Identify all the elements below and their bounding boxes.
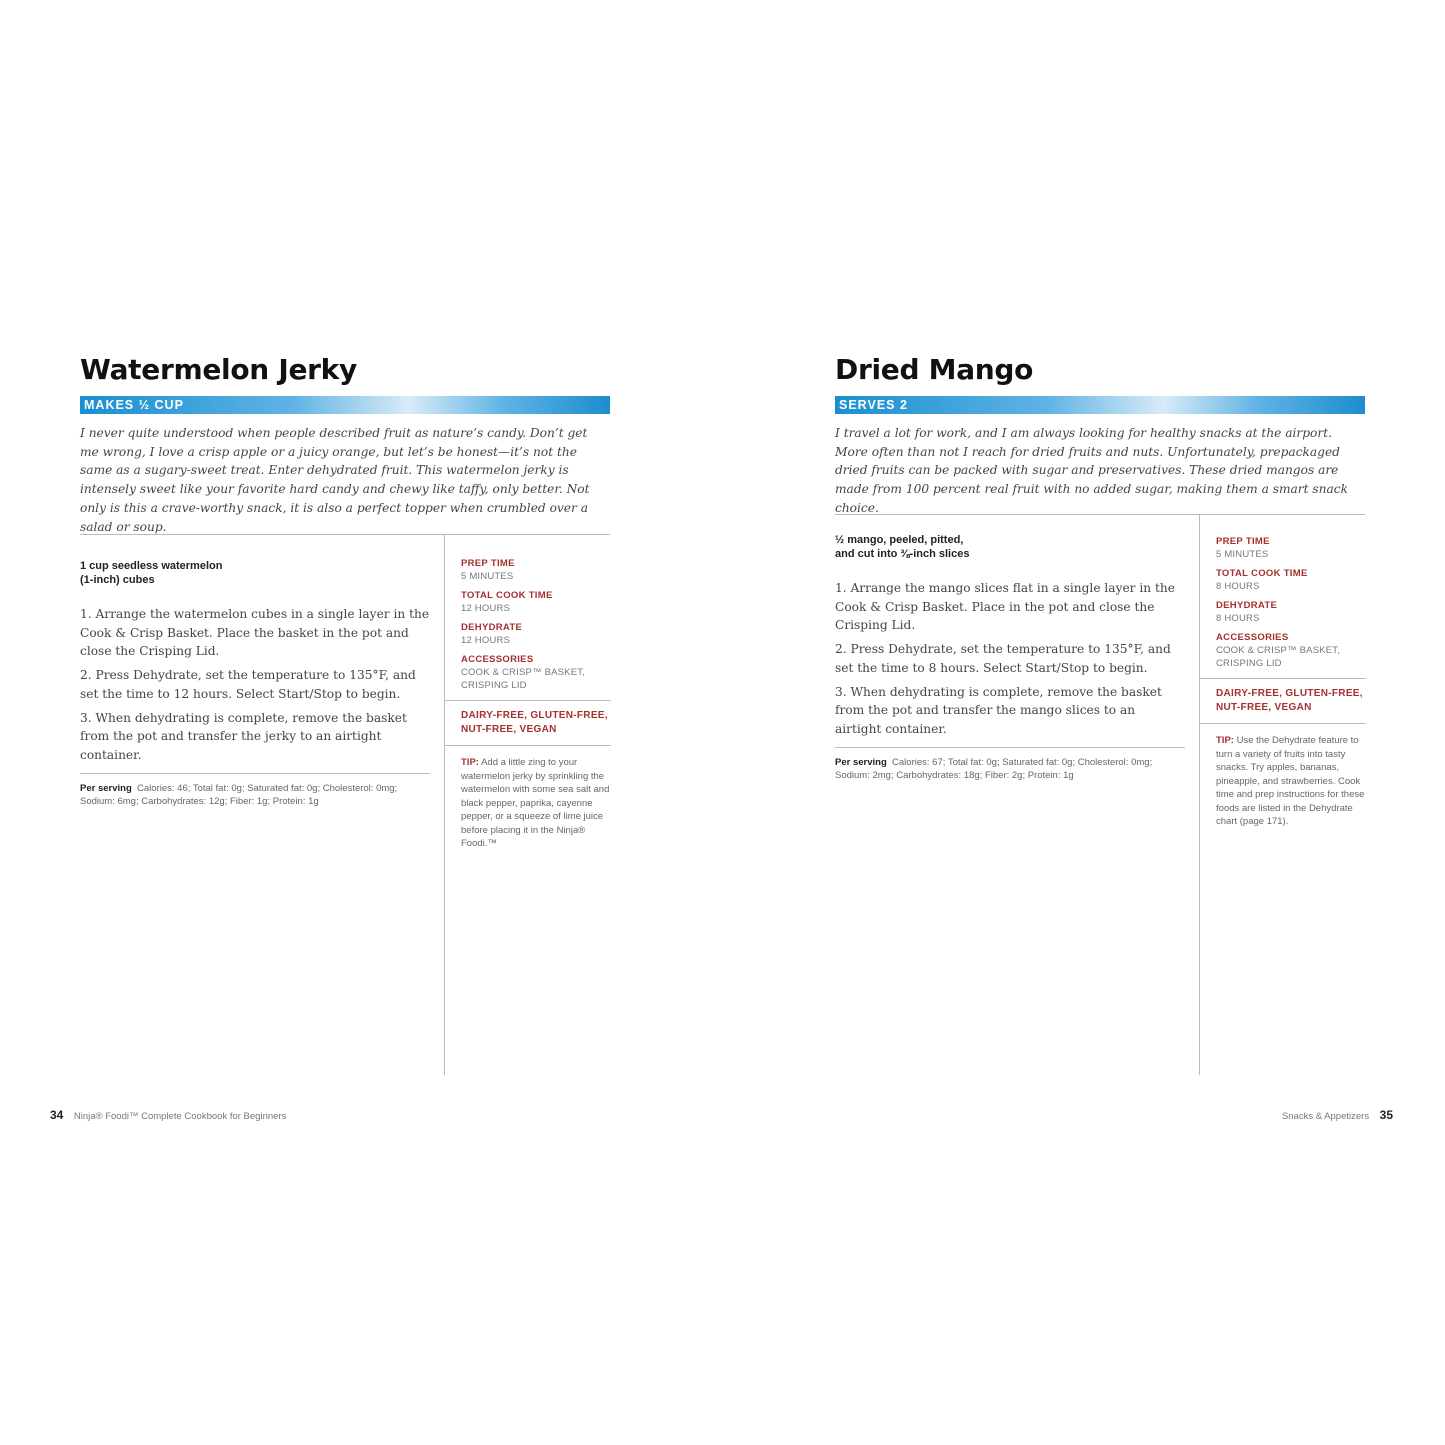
tip-label: TIP: [1216, 735, 1234, 746]
cook-time-label: TOTAL COOK TIME [461, 590, 553, 601]
dehydrate-label: DEHYDRATE [461, 622, 523, 633]
ingredient-line: 1 cup seedless watermelon [80, 560, 223, 572]
recipe-watermelon-jerky [80, 350, 610, 1075]
ingredient-line: and cut into ⅜-inch slices [835, 548, 970, 560]
steps-list [835, 579, 1185, 739]
nutrition-info [80, 773, 430, 809]
recipe-main-column [80, 535, 430, 1075]
recipe-title: Dried Mango [835, 353, 1034, 386]
cook-time-value: 8 HOURS [1216, 581, 1260, 592]
tip-text: Add a little zing to your watermelon jerky by sprinkling the watermelon with some sea salt and black pepper, paprika, cayenne pepper, or a squeeze of lime juice before placing it in the Ninja® Foodi.™ [461, 757, 610, 849]
yield-band: SERVES 2 [835, 396, 1365, 414]
recipe-body [80, 535, 610, 1075]
page-footer-right [1282, 1108, 1393, 1122]
nutrition-text: Calories: 46; Total fat: 0g; Saturated fat: 0g; Cholesterol: 0mg; Sodium: 6mg; Carbohydrates: 12g; Fiber: 1g; Protein: 1g [80, 782, 398, 808]
time-info [445, 535, 611, 700]
steps-list [80, 605, 430, 765]
prep-time-value: 5 MINUTES [461, 571, 514, 582]
ingredient [80, 559, 430, 587]
nutrition-label: Per serving [80, 782, 132, 794]
accessories-value: COOK & CRISP™ BASKET, CRISPING LID [461, 667, 586, 691]
cook-time-value: 12 HOURS [461, 603, 511, 614]
step: 2. Press Dehydrate, set the temperature to 135°F, and set the time to 12 hours. Select Start/Stop to begin. [80, 668, 416, 701]
step: 2. Press Dehydrate, set the temperature to 135°F, and set the time to 8 hours. Select Start/Stop to begin. [835, 642, 1171, 675]
tip-label: TIP: [461, 757, 479, 768]
prep-time-label: PREP TIME [461, 558, 515, 569]
diet-tags: DAIRY-FREE, GLUTEN-FREE, NUT-FREE, VEGAN [461, 710, 608, 735]
recipe-sidebar [444, 535, 611, 1075]
recipe-body [835, 515, 1365, 1075]
nutrition-text: Calories: 67; Total fat: 0g; Saturated fat: 0g; Cholesterol: 0mg; Sodium: 2mg; Carbohydrates: 18g; Fiber: 2g; Protein: 1g [835, 756, 1153, 782]
accessories-label: ACCESSORIES [1216, 632, 1289, 643]
yield-band: MAKES ½ CUP [80, 396, 610, 414]
tip [445, 746, 611, 859]
prep-time-value: 5 MINUTES [1216, 549, 1269, 560]
ingredient-line: (1-inch) cubes [80, 574, 155, 586]
ingredient-line: ½ mango, peeled, pitted, [835, 534, 964, 546]
step: 3. When dehydrating is complete, remove the basket from the pot and transfer the jerky to an airtight container. [80, 710, 407, 762]
recipe-sidebar [1199, 515, 1366, 1075]
dehydrate-label: DEHYDRATE [1216, 600, 1278, 611]
section-title: Snacks & Appetizers [1281, 1111, 1370, 1122]
step: 1. Arrange the mango slices flat in a single layer in the Cook & Crisp Basket. Place in the pot and close the Crisping Lid. [835, 581, 1175, 633]
nutrition-info [835, 747, 1185, 783]
time-info [1200, 515, 1366, 678]
dehydrate-value: 8 HOURS [1216, 613, 1260, 624]
prep-time-label: PREP TIME [1216, 536, 1270, 547]
diet-tags: DAIRY-FREE, GLUTEN-FREE, NUT-FREE, VEGAN [1216, 688, 1363, 713]
page-footer-left [50, 1108, 286, 1122]
tip-text: Use the Dehydrate feature to turn a variety of fruits into tasty snacks. Try apples, bananas, pineapple, and strawberries. Cook time and prep instructions for these foods are listed in the Dehydrate chart (page 171). [1216, 735, 1365, 827]
recipe-dried-mango [835, 350, 1365, 1075]
nutrition-label: Per serving [835, 756, 887, 768]
tip [1200, 724, 1366, 837]
step: 3. When dehydrating is complete, remove the basket from the pot and transfer the mango slices to an airtight container. [835, 684, 1162, 736]
recipe-intro: I never quite understood when people described fruit as nature’s candy. Don’t get me wrong, I love a crisp apple or a juicy orange, but let’s be honest—it’s not the same as a sugary-sweet treat. Enter dehydrated fruit. This watermelon jerky is intensely sweet like your favorite hard candy and chewy like taffy, only better. Not only is this a crave-worthy snack, it is also a perfect topper when crumbled over a salad or soup. [80, 426, 590, 534]
step: 1. Arrange the watermelon cubes in a single layer in the Cook & Crisp Basket. Place the basket in the pot and close the Crisping Lid. [80, 607, 430, 659]
ingredient [835, 533, 1185, 561]
accessories-value: COOK & CRISP™ BASKET, CRISPING LID [1216, 645, 1341, 669]
page-number: 35 [1379, 1108, 1393, 1122]
cook-time-label: TOTAL COOK TIME [1216, 568, 1308, 579]
dehydrate-value: 12 HOURS [461, 635, 511, 646]
recipe-title: Watermelon Jerky [80, 353, 357, 386]
book-title: Ninja® Foodi™ Complete Cookbook for Beginners [73, 1111, 287, 1122]
recipe-main-column [835, 515, 1185, 1075]
accessories-label: ACCESSORIES [461, 654, 534, 665]
page-number: 34 [50, 1108, 64, 1122]
recipe-intro: I travel a lot for work, and I am always looking for healthy snacks at the airport. More often than not I reach for dried fruits and nuts. Unfortunately, prepackaged dried fruits can be packed with sugar and preservatives. These dried mangos are made from 100 percent real fruit with no added sugar, making them a smart snack choice. [835, 426, 1348, 515]
